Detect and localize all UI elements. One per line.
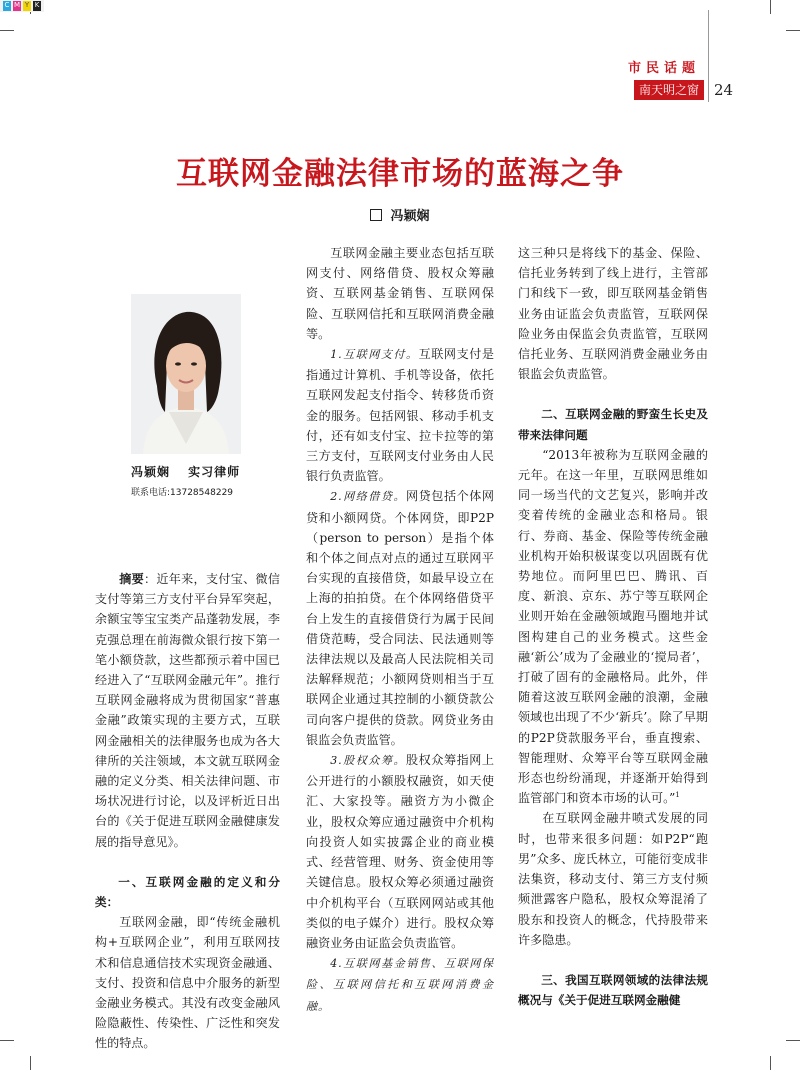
author-photo xyxy=(131,294,241,454)
author-name: 冯颖娴 xyxy=(390,209,430,224)
section-heading-3: 三、我国互联网领域的法律法规概况与《关于促进互联网金融健 xyxy=(518,972,708,1008)
portrait-illustration xyxy=(131,294,241,454)
cmyk-y: Y xyxy=(24,1,30,9)
item-text: 股权众筹指网上公开进行的小额股权融资，如天使汇、大家投等。融资方为小微企业，股权众筹应通过融资中介机构向投资人如实披露企业的商业模式、经营管理、财务、资金使用等关键信息。股权众筹必须通过融资中介机构平台（互联网网站或其他类似的电子媒介）进行。股权众筹融资业务由证监会负责监管。 xyxy=(306,753,494,950)
abstract-label: 摘要 xyxy=(119,572,144,586)
item-label: 3.股权众筹。 xyxy=(330,754,407,768)
paragraph: 互联网金融，即“传统金融机构+互联网企业”，利用互联网技术和信息通信技术实现资金融通、支付、投资和信息中介服务的新型金融业务模式。其没有改变金融风险隐蔽性、传染性、广泛性和突发性的特点。 xyxy=(95,915,280,1051)
item-text: 网贷包括个体网贷和小额网贷。个体网贷，即P2P（person to person）是指个体和个体之间点对点的通过互联网平台实现的直接借贷，如最早设立在上海的拍拍贷。在个体网络借贷平台上发生的直接借贷行为属于民间借贷范畴，受合同法、民法通则等法律法规以及最高人民法院相关司法解释规范；小额网贷则相当于互联网企业通过其控制的小额贷款公司向客户提供的贷款。网贷业务由银监会负责监管。 xyxy=(306,489,494,747)
paragraph: 互联网金融主要业态包括互联网支付、网络借贷、股权众筹融资、互联网基金销售、互联网保险、互联网信托和互联网消费金融等。 xyxy=(306,246,494,341)
paragraph xyxy=(518,445,708,809)
item-label: 4.互联网基金销售、互联网保险、互联网信托和互联网消费金融。 xyxy=(306,957,494,1013)
column-tag: 南天明之窗 xyxy=(634,80,704,100)
crop-mark xyxy=(0,30,14,31)
page-number: 24 xyxy=(714,81,734,99)
crop-mark xyxy=(786,30,800,31)
paragraph xyxy=(306,486,494,750)
author-caption: 冯颖娴 实习律师 xyxy=(131,465,241,479)
section-heading-2: 二、互联网金融的野蛮生长史及带来法律问题 xyxy=(518,407,708,442)
item-label: 2.网络借贷。 xyxy=(330,490,407,504)
column-3 xyxy=(518,243,708,1010)
paragraph: 在互联网金融井喷式发展的同时，也带来很多问题：如P2P“跑男”众多、庞氏林立，可能衍变成非法集资，移动支付、第三方支付频频泄露客户隐私，股权众筹混淆了股东和投资人的概念，代持股带来许多隐患。 xyxy=(518,811,708,947)
item-text: 互联网支付是指通过计算机、手机等设备，依托互联网发起支付指令、转移货币资金的服务。包括网银、移动手机支付，还有如支付宝、拉卡拉等的第三方支付，互联网支付业务由人民银行负责监管。 xyxy=(306,347,494,484)
item-label: 1.互联网支付。 xyxy=(330,348,419,362)
cmyk-c: C xyxy=(4,1,10,9)
crop-mark xyxy=(30,1056,31,1070)
cmyk-color-bar xyxy=(0,0,44,12)
section-title: 市民话题 xyxy=(627,61,700,76)
paragraph xyxy=(306,953,494,1017)
section-heading-1: 一、互联网金融的定义和分类： xyxy=(95,874,280,910)
paragraph xyxy=(306,344,494,486)
abstract xyxy=(95,569,280,852)
header-rule xyxy=(708,10,709,102)
crop-mark xyxy=(0,1040,14,1041)
cmyk-m: M xyxy=(13,1,21,9)
crop-mark xyxy=(786,1040,800,1041)
byline xyxy=(0,205,800,224)
author-contact: 联系电话:13728548229 xyxy=(131,488,234,498)
cmyk-k: K xyxy=(34,1,40,9)
footnote-ref: 1 xyxy=(675,791,680,800)
crop-mark xyxy=(770,1056,771,1070)
article-title: 互联网金融法律市场的蓝海之争 xyxy=(176,156,624,192)
column-2 xyxy=(306,243,494,1017)
abstract-text: ：近年来，支付宝、微信支付等第三方支付平台异军突起，余额宝等宝宝类产品蓬勃发展，李克强总理在前海微众银行按下第一笔小额贷款，这些都预示着中国已经进入了“互联网金融元年”。推行互联网金融将成为贯彻国家“普惠金融”政策实现的主要方式，互联网金融相关的法律服务也成为各大律所的关注领域，本文就互联网金融的定义分类、相关法律问题、市场状况进行讨论，以及评析近日出台的《关于促进互联网金融健康发展的指导意见》。 xyxy=(95,572,280,849)
paragraph: 这三种只是将线下的基金、保险、信托业务转到了线上进行，主管部门和线下一致，即互联网基金销售业务由证监会负责监管，互联网保险业务由保监会负责监管，互联网信托业务、互联网消费金融业务由银监会负责监管。 xyxy=(518,246,708,382)
paragraph xyxy=(306,750,494,953)
column-1 xyxy=(95,569,280,1054)
square-icon xyxy=(370,209,382,221)
crop-mark xyxy=(770,0,771,14)
quote-text: “2013年被称为互联网金融的元年。在这一年里，互联网思维如同一场当代的文艺复兴，影响并改变着传统的金融业态和格局。银行、券商、基金、保险等传统金融业机构开始积极谋变以巩固既有优势地位。而阿里巴巴、腾讯、百度、新浪、京东、苏宁等互联网企业则开始在金融领域跑马圈地并试图构建自己的业务模式。这些金融‘新公’成为了金融业的‘搅局者’，打破了固有的金融格局。此外，伴随着这波互联网金融的浪潮，金融领域也出现了不少‘新兵’。除了早期的P2P贷款服务平台，垂直搜索、智能理财、众筹平台等互联网金融形态也纷纷涌现，并逐渐开始得到监管部门和资本市场的认可。” xyxy=(518,447,708,806)
